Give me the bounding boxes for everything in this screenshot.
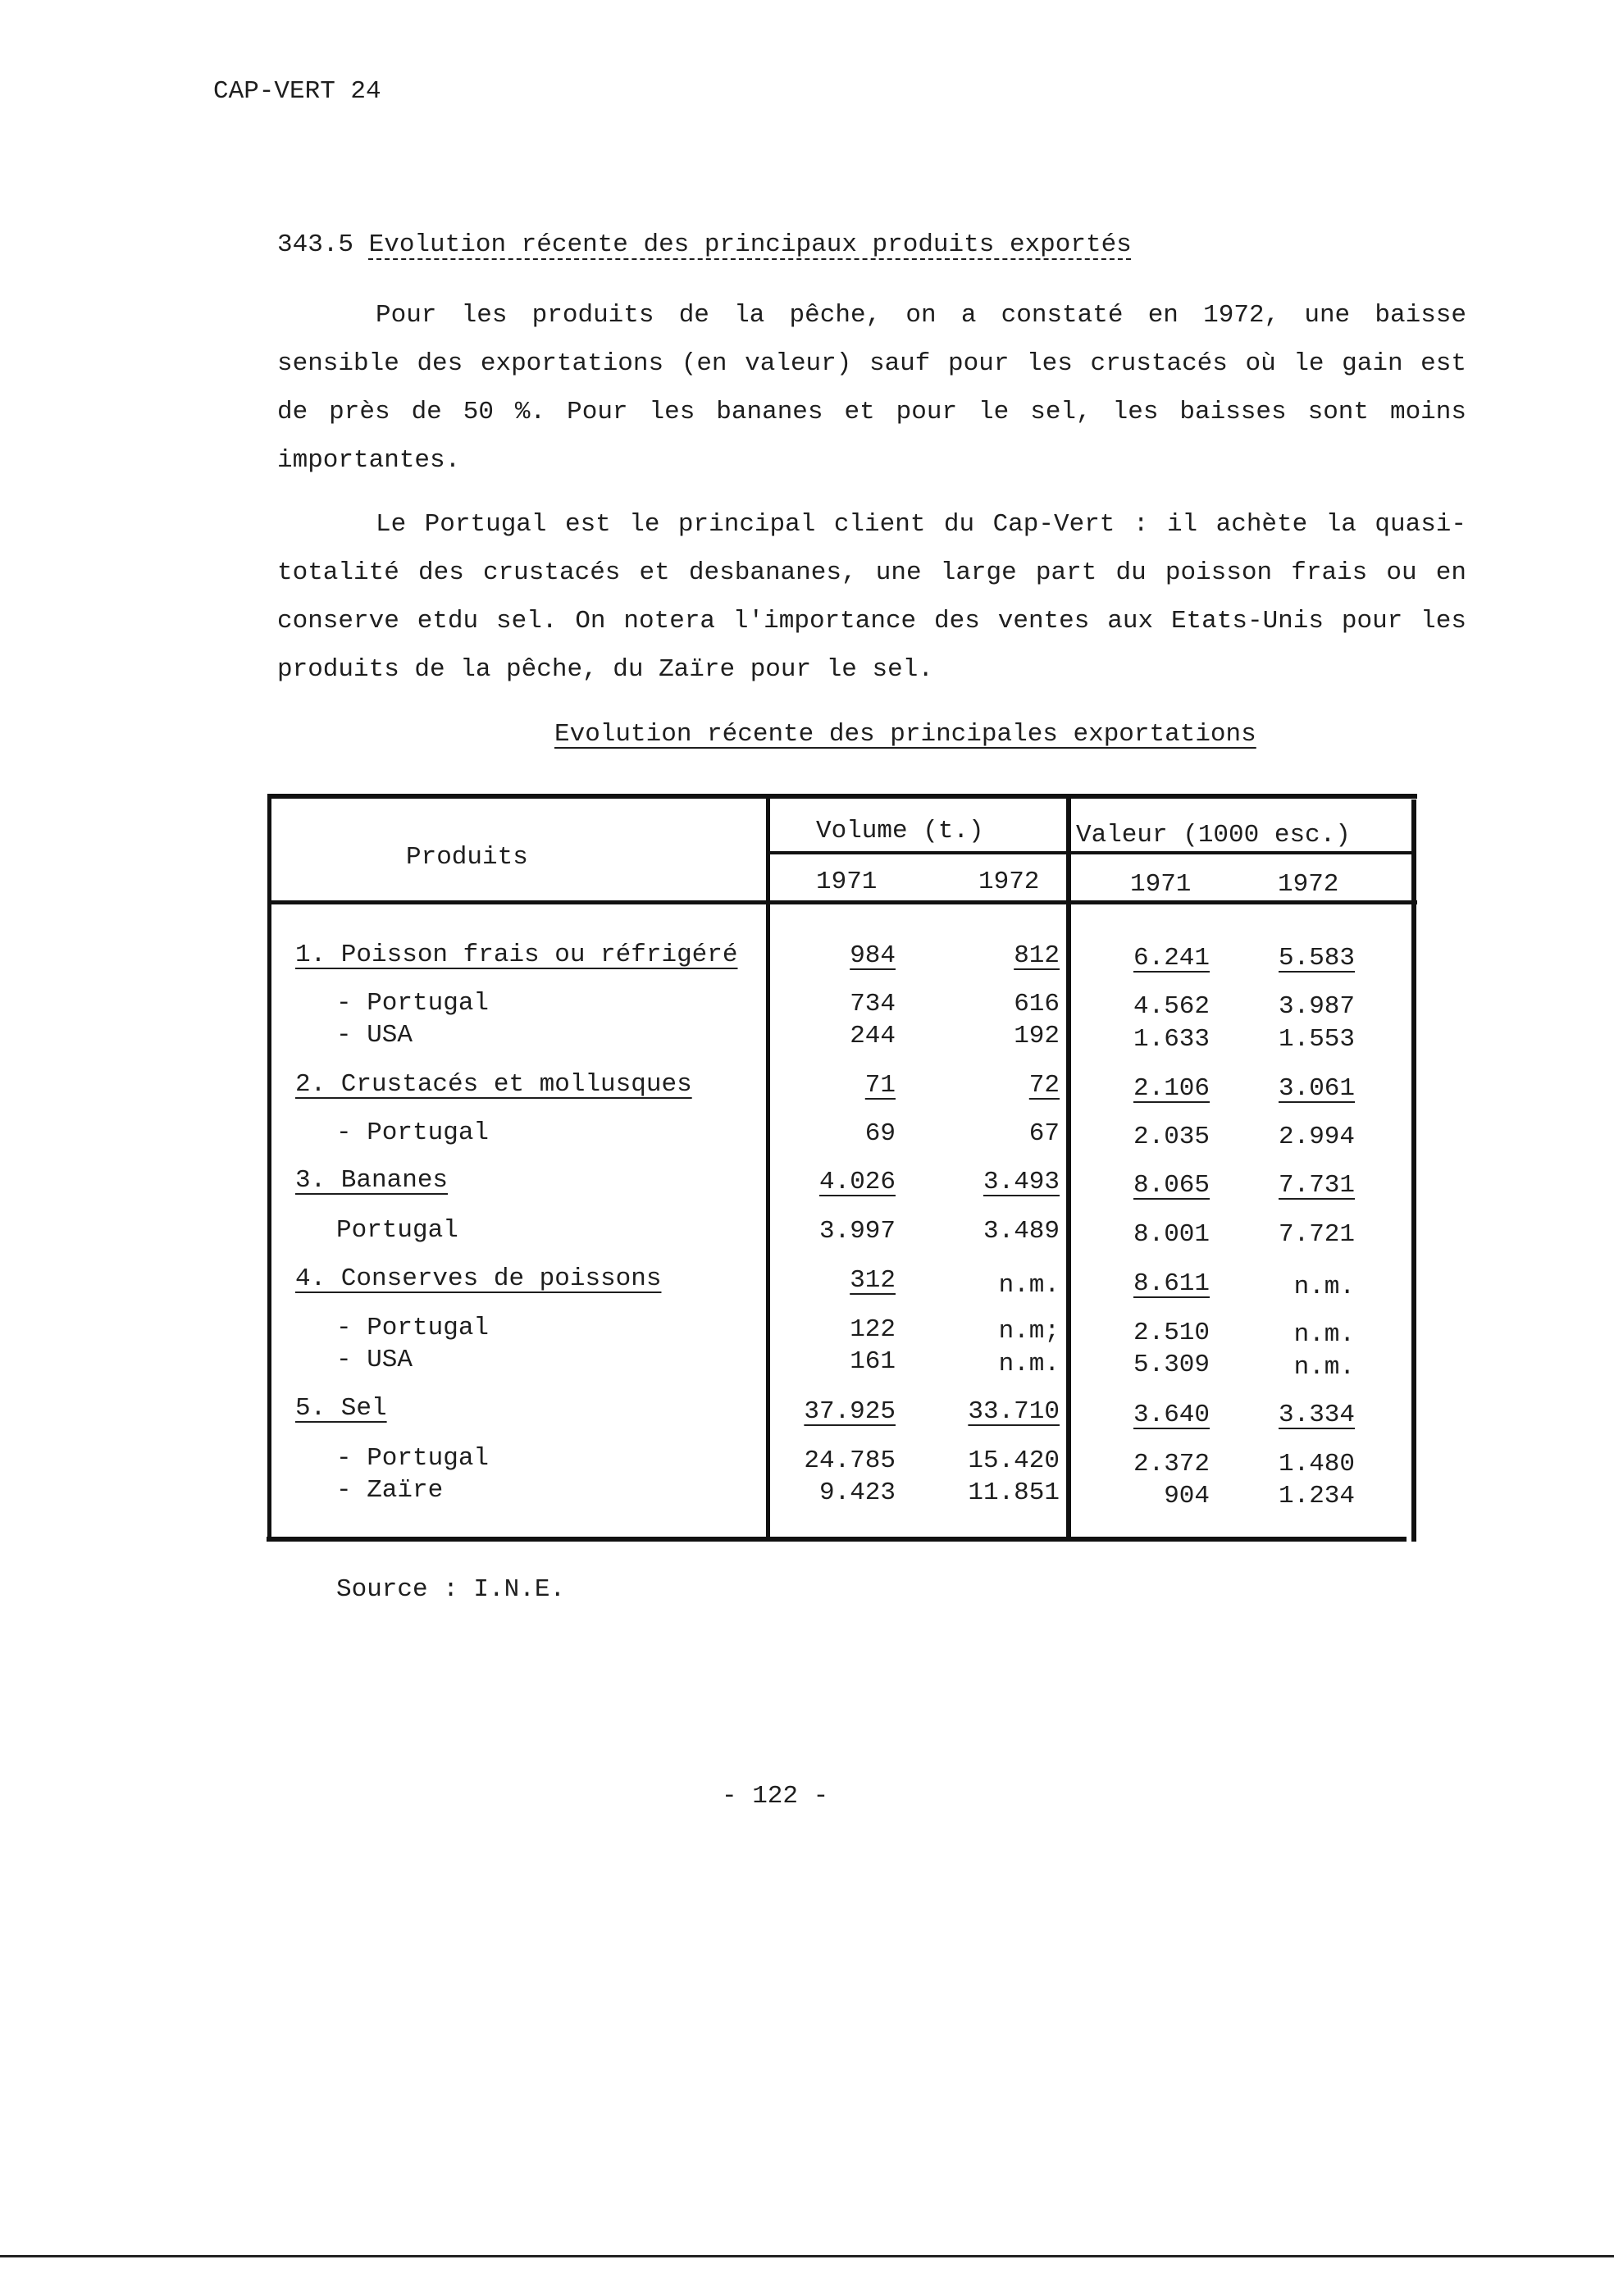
table-cell: 3.997 [818, 1217, 896, 1246]
table-cell: 8.001 [1133, 1220, 1210, 1249]
section-number: 343.5 [277, 230, 354, 259]
row-label: Portugal [336, 1216, 458, 1245]
table-cell: 11.851 [968, 1478, 1060, 1507]
table-cell: 37.925 [804, 1397, 896, 1426]
page-header: CAP-VERT 24 [213, 77, 381, 106]
table-cell: 904 [1164, 1482, 1210, 1510]
paragraph-text: Le Portugal est le principal client du Cap-Vert : il achète la quasi-totalité des crustacés et desbananes, une large part du poisson frais ou en conserve etdu sel. On notera l'importance des ventes aux Etats-Unis pour les produits de la pêche, du Zaïre pour le sel. [277, 510, 1466, 684]
table-title: Evolution récente des principales exportations [554, 720, 1256, 749]
table-cell: n.m. [998, 1271, 1060, 1300]
row-label: 1. Poisson frais ou réfrigéré [295, 941, 738, 969]
table-cell: 67 [1028, 1119, 1060, 1148]
paragraph-2 [277, 500, 1466, 694]
volume-column-header: Volume (t.) [816, 817, 984, 845]
product-column-divider [766, 795, 770, 1540]
row-label: 3. Bananes [295, 1166, 449, 1195]
row-label: - Portugal [336, 1444, 490, 1473]
table-cell: n.m; [998, 1317, 1060, 1346]
table-bottom-border [267, 1537, 1407, 1542]
table-cell: 7.721 [1278, 1220, 1355, 1249]
table-cell: 122 [850, 1315, 896, 1344]
table-cell: 3.987 [1278, 992, 1355, 1021]
paragraph-1 [277, 291, 1466, 485]
table-cell: 2.510 [1133, 1319, 1210, 1347]
table-cell: 7.731 [1278, 1171, 1355, 1200]
table-cell: 1.480 [1278, 1450, 1355, 1478]
table-cell: 33.710 [968, 1397, 1060, 1426]
table-cell: 1.633 [1133, 1025, 1210, 1054]
table-right-border [1411, 800, 1416, 1542]
table-cell: 244 [850, 1022, 896, 1050]
row-label: - Portugal [336, 1314, 490, 1342]
table-cell: n.m. [1293, 1273, 1355, 1301]
row-label: - USA [336, 1346, 413, 1374]
table-cell: 3.493 [983, 1168, 1060, 1196]
table-cell: 69 [864, 1119, 896, 1148]
table-cell: 192 [1014, 1022, 1060, 1050]
table-cell: 4.562 [1133, 992, 1210, 1021]
row-label: 4. Conserves de poissons [295, 1264, 662, 1293]
table-cell: 71 [864, 1071, 896, 1100]
row-label: - Portugal [336, 1118, 490, 1147]
table-cell: 2.106 [1133, 1074, 1210, 1103]
section-title: Evolution récente des principaux produits exportés [368, 230, 1132, 259]
table-top-border [269, 794, 1417, 799]
value-column-header: Valeur (1000 esc.) [1076, 821, 1351, 850]
table-cell: 2.994 [1278, 1123, 1355, 1151]
products-column-header: Produits [406, 843, 528, 872]
table-cell: 2.035 [1133, 1123, 1210, 1151]
table-left-border [267, 794, 271, 1542]
table-cell: 15.420 [968, 1446, 1060, 1475]
table-cell: 616 [1014, 990, 1060, 1018]
table-cell: 4.026 [818, 1168, 896, 1196]
table-cell: n.m. [1293, 1353, 1355, 1382]
table-cell: 2.372 [1133, 1450, 1210, 1478]
paragraph-text: Pour les produits de la pêche, on a constaté en 1972, une baisse sensible des exportations (en valeur) sauf pour les crustacés où le gain est de près de 50 %. Pour les bananes et pour le sel, les baisses sont moins importantes. [277, 301, 1466, 475]
table-cell: 984 [850, 941, 896, 970]
year-header-value-1972: 1972 [1278, 870, 1339, 899]
table-cell: 8.611 [1133, 1269, 1210, 1298]
table-cell: 5.583 [1278, 944, 1355, 973]
table-cell: n.m. [998, 1350, 1060, 1378]
table-cell: 9.423 [818, 1478, 896, 1507]
table-cell: 1.234 [1278, 1482, 1355, 1510]
table-cell: n.m. [1293, 1320, 1355, 1349]
table-cell: 3.640 [1133, 1401, 1210, 1429]
year-header-volume-1971: 1971 [816, 868, 878, 896]
header-mid-rule [767, 851, 1415, 854]
table-cell: 161 [850, 1347, 896, 1376]
table-cell: 3.489 [983, 1217, 1060, 1246]
volume-value-divider [1066, 799, 1071, 1540]
table-cell: 5.309 [1133, 1351, 1210, 1379]
row-label: - Portugal [336, 989, 490, 1018]
page-number: - 122 - [722, 1782, 829, 1811]
table-cell: 72 [1028, 1071, 1060, 1100]
table-cell: 3.061 [1278, 1074, 1355, 1103]
table-cell: 812 [1014, 941, 1060, 970]
row-label: 2. Crustacés et mollusques [295, 1070, 692, 1099]
table-cell: 6.241 [1133, 944, 1210, 973]
table-cell: 8.065 [1133, 1171, 1210, 1200]
row-label: - USA [336, 1021, 413, 1050]
year-header-value-1971: 1971 [1130, 870, 1192, 899]
row-label: 5. Sel [295, 1394, 387, 1423]
section-heading [277, 232, 1132, 257]
bottom-rule [0, 2255, 1614, 2257]
row-label: - Zaïre [336, 1476, 444, 1505]
table-cell: 734 [850, 990, 896, 1018]
header-bottom-rule [269, 900, 1417, 904]
table-cell: 3.334 [1278, 1401, 1355, 1429]
table-cell: 312 [850, 1266, 896, 1295]
source-note: Source : I.N.E. [336, 1575, 566, 1604]
table-cell: 24.785 [804, 1446, 896, 1475]
year-header-volume-1972: 1972 [978, 868, 1040, 896]
table-cell: 1.553 [1278, 1025, 1355, 1054]
